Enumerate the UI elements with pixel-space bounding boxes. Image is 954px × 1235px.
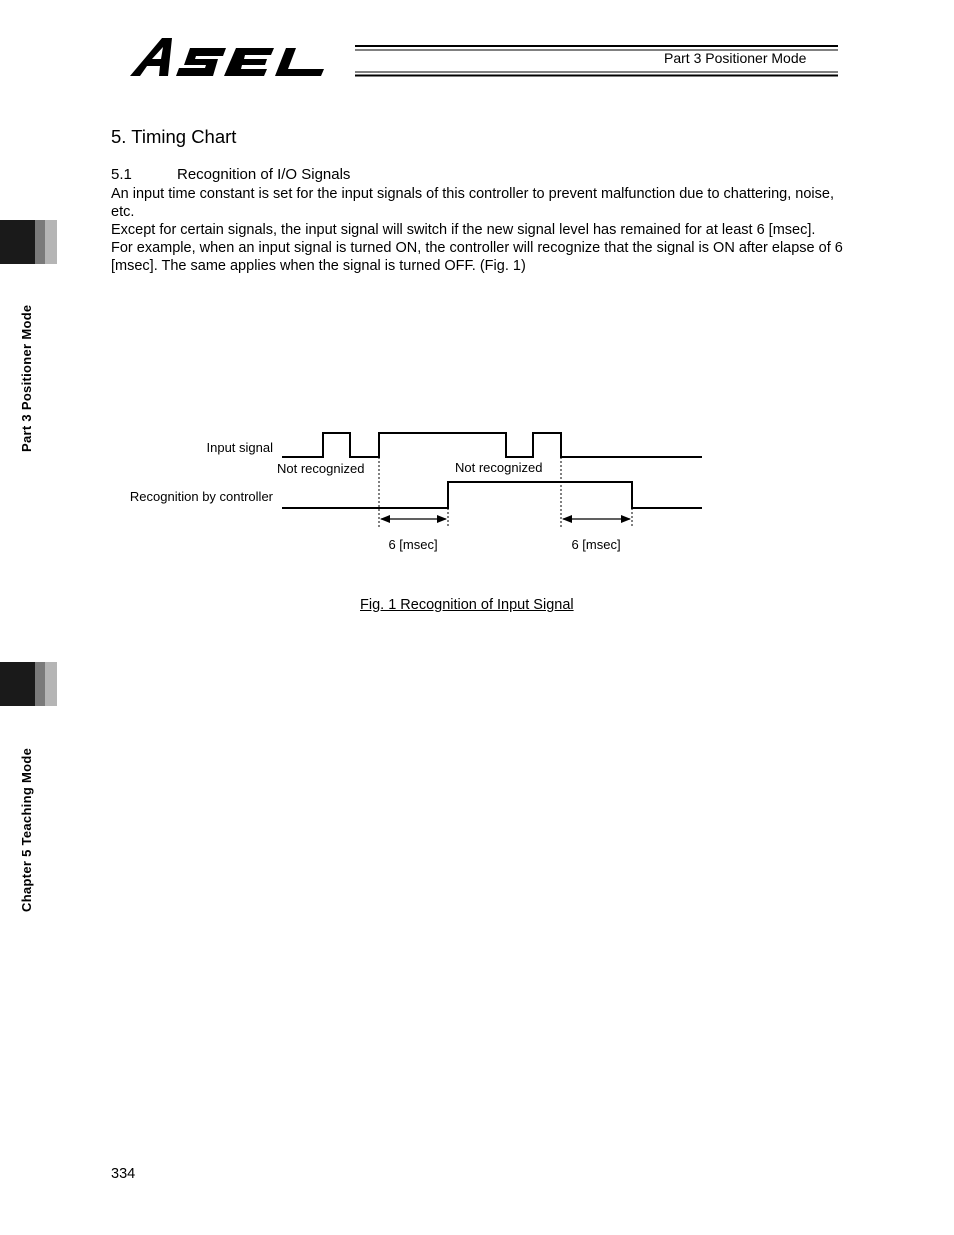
input-signal-waveform [282, 433, 702, 457]
paragraph: For example, when an input signal is turned ON, the controller will recognize that the signal is ON after elapse of 6 [msec]. The same applies when the signal is turned OFF. (Fig. 1) [111, 240, 843, 275]
subsection-label: Recognition of I/O Signals [177, 166, 351, 183]
figure-caption: Fig. 1 Recognition of Input Signal [360, 597, 574, 613]
paragraph: Except for certain signals, the input signal will switch if the new signal level has remained for at least 6 [msec]. [111, 222, 816, 239]
recognition-label: Recognition by controller [129, 489, 273, 504]
delay-label: 6 [msec] [571, 537, 621, 552]
side-tab-part-label: Part 3 Positioner Mode [19, 304, 34, 452]
side-tab-marker [0, 662, 57, 706]
page-number: 334 [111, 1166, 136, 1182]
side-tab-chapter-label: Chapter 5 Teaching Mode [19, 747, 34, 912]
header-part-label: Part 3 Positioner Mode [664, 50, 807, 66]
subsection-title [111, 166, 350, 183]
body-text [111, 185, 851, 275]
delay-label: 6 [msec] [388, 537, 438, 552]
asel-logo [128, 34, 350, 80]
not-recognized-label: Not recognized [277, 461, 365, 476]
section-title: 5. Timing Chart [111, 126, 237, 147]
not-recognized-label: Not recognized [455, 460, 543, 475]
recognition-waveform [282, 482, 702, 508]
input-signal-label: Input signal [206, 440, 273, 455]
subsection-number: 5.1 [111, 166, 132, 183]
timing-diagram [100, 415, 720, 565]
paragraph: An input time constant is set for the input signals of this controller to prevent malfunction due to chattering, noise, etc. [111, 186, 834, 221]
side-tab-marker [0, 220, 57, 264]
